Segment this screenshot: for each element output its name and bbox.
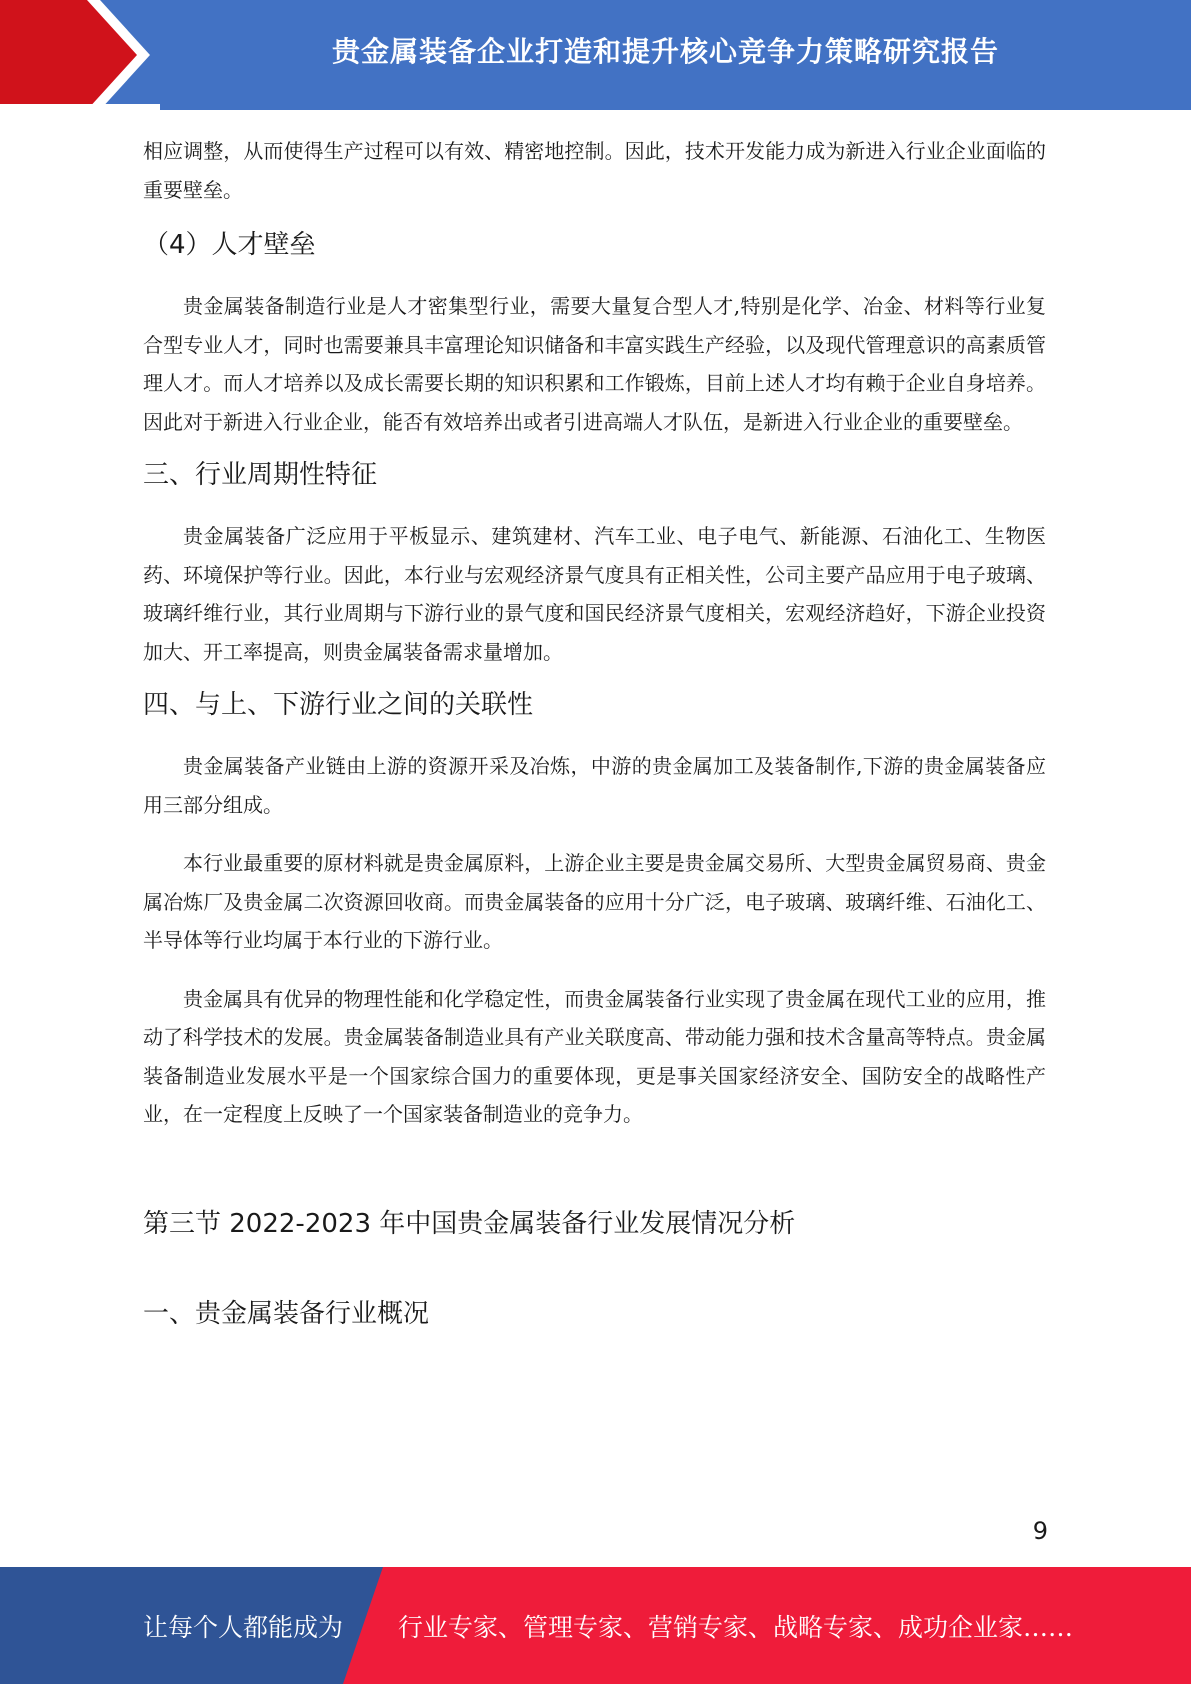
page-number: 9 (1032, 1517, 1048, 1545)
paragraph-talent-barrier: 贵金属装备制造行业是人才密集型行业，需要大量复合型人才,特别是化学、冶金、材料等行业复合型专业人才，同时也需要兼具丰富理论知识储备和丰富实践生产经验，以及现代管理意识的高素质管理人才。而人才培养以及成长需要长期的知识积累和工作锻炼，目前上述人才均有赖于企业自身培养。因此对于新进入行业企业，能否有效培养出或者引进高端人才队伍，是新进入行业企业的重要壁垒。 (143, 294, 1046, 434)
paragraph-strategic-importance: 贵金属具有优异的物理性能和化学稳定性，而贵金属装备行业实现了贵金属在现代工业的应用，推动了科学技术的发展。贵金属装备制造业具有产业关联度高、带动能力强和技术含量高等特点。贵金属装备制造业发展水平是一个国家综合国力的重要体现，更是事关国家经济安全、国防安全的战略性产业，在一定程度上反映了一个国家装备制造业的竞争力。 (143, 986, 1046, 1126)
heading-talent-barrier: （4）人才壁垒 (143, 230, 316, 260)
heading-section-three: 第三节 2022-2023 年中国贵金属装备行业发展情况分析 (143, 1208, 796, 1239)
page-footer (0, 1567, 1191, 1684)
heading-upstream-downstream: 四、与上、下游行业之间的关联性 (143, 690, 534, 720)
footer-slogan-left: 让每个人都能成为 (143, 1612, 344, 1642)
footer-slogan-right: 行业专家、管理专家、营销专家、战略专家、成功企业家…… (398, 1612, 1074, 1642)
page-content (143, 132, 1046, 1334)
heading-industry-overview: 一、贵金属装备行业概况 (143, 1298, 430, 1329)
paragraph-industry-cycle: 贵金属装备广泛应用于平板显示、建筑建材、汽车工业、电子电气、新能源、石油化工、生物医药、环境保护等行业。因此，本行业与宏观经济景气度具有正相关性，公司主要产品应用于电子玻璃、玻璃纤维行业，其行业周期与下游行业的景气度和国民经济景气度相关，宏观经济趋好，下游企业投资加大、开工率提高，则贵金属装备需求量增加。 (143, 524, 1046, 664)
header-chevron-icon (0, 0, 160, 110)
report-title: 贵金属装备企业打造和提升核心竞争力策略研究报告 (331, 35, 999, 68)
paragraph-industry-chain: 贵金属装备产业链由上游的资源开采及冶炼，中游的贵金属加工及装备制作,下游的贵金属装备应用三部分组成。 (143, 754, 1046, 817)
paragraph-raw-materials: 本行业最重要的原材料就是贵金属原料，上游企业主要是贵金属交易所、大型贵金属贸易商、贵金属冶炼厂及贵金属二次资源回收商。而贵金属装备的应用十分广泛，电子玻璃、玻璃纤维、石油化工、半导体等行业均属于本行业的下游行业。 (143, 851, 1046, 952)
paragraph-tech-barrier-end: 相应调整，从而使得生产过程可以有效、精密地控制。因此，技术开发能力成为新进入行业企业面临的重要壁垒。 (143, 139, 1046, 202)
page-header (0, 0, 1191, 110)
heading-industry-cycle: 三、行业周期性特征 (143, 460, 378, 490)
